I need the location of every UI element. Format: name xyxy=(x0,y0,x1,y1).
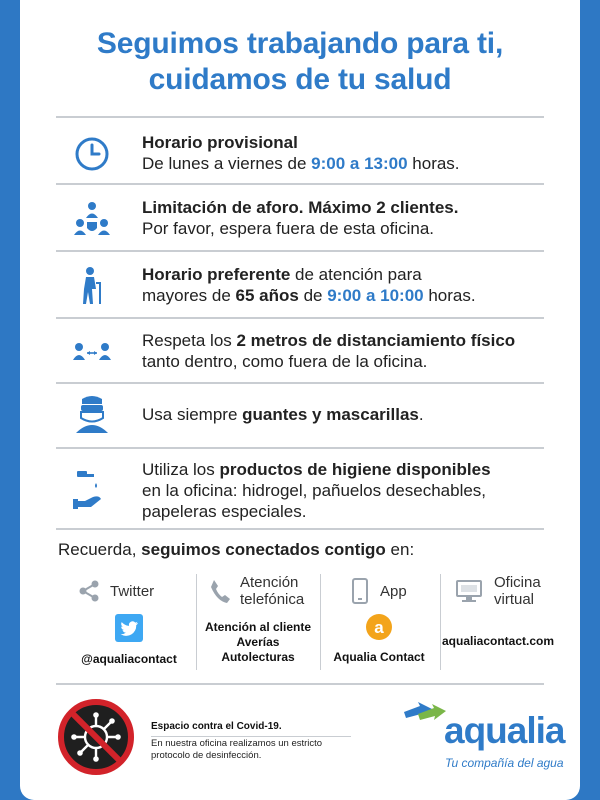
channel-virtual-office: Oficina virtual aqualiacontact.com xyxy=(442,574,555,648)
divider xyxy=(56,317,544,319)
capacity-icon xyxy=(72,199,112,239)
phone-service-line: Averías xyxy=(236,635,280,649)
rule-capacity: Limitación de aforo. Máximo 2 clientes. Por favor, espera fuera de esta oficina. xyxy=(56,197,544,241)
covid-divider xyxy=(151,736,351,737)
twitter-handle[interactable]: @aqualiacontact xyxy=(81,652,177,666)
covid-prohibited-icon xyxy=(56,697,136,777)
divider xyxy=(56,382,544,384)
covid-text: En nuestra oficina realizamos un estricto protocolo de desinfección. xyxy=(151,738,323,761)
column-divider xyxy=(320,574,321,670)
elderly-icon xyxy=(72,266,112,306)
divider xyxy=(56,447,544,449)
computer-icon xyxy=(456,580,482,602)
brand-name: aqualia xyxy=(444,710,565,751)
divider xyxy=(56,250,544,252)
page-title: Seguimos trabajando para ti, cuidamos de tu salud xyxy=(96,27,504,96)
rule-hygiene: Utiliza los productos de higiene disponibles en la oficina: hidrogel, pañuelos desechables, papeleras especiales. xyxy=(56,459,544,523)
reminder-text: Recuerda, seguimos conectados contigo en: xyxy=(58,540,415,559)
divider xyxy=(56,183,544,185)
hand-sanitizer-icon xyxy=(72,469,112,509)
brand-tagline: Tu compañía del agua xyxy=(445,756,564,770)
app-name[interactable]: Aqualia Contact xyxy=(333,650,425,664)
divider xyxy=(56,683,544,685)
clock-icon xyxy=(72,134,112,174)
covid-title: Espacio contra el Covid-19. xyxy=(151,721,282,732)
channel-phone: Atención telefónica Atención al cliente Averías Autolecturas xyxy=(198,574,318,670)
aqualia-logo-icon xyxy=(402,700,448,724)
share-icon xyxy=(78,580,100,602)
mobile-icon xyxy=(352,578,368,604)
column-divider xyxy=(196,574,197,670)
channel-twitter: Twitter @aqualiacontact xyxy=(66,574,192,670)
phone-service-line: Autolecturas xyxy=(221,650,295,664)
rule-schedule: Horario provisional De lunes a viernes de 9:00 a 13:00 horas. xyxy=(56,132,544,176)
rule-elderly: Horario preferente de atención para mayores de 65 años de 9:00 a 10:00 horas. xyxy=(56,264,544,308)
rule-distance: Respeta los 2 metros de distanciamiento físico tanto dentro, como fuera de la oficina. xyxy=(56,330,544,374)
rule-mask: Usa siempre guantes y mascarillas. xyxy=(56,396,544,436)
twitter-icon[interactable] xyxy=(115,614,143,642)
distance-icon xyxy=(72,332,112,372)
mask-icon xyxy=(72,394,112,434)
divider xyxy=(56,116,544,118)
channel-app: App a Aqualia Contact xyxy=(322,574,436,670)
phone-icon xyxy=(210,579,230,603)
column-divider xyxy=(440,574,441,670)
app-icon[interactable]: a xyxy=(366,614,392,640)
divider xyxy=(56,528,544,530)
poster-card xyxy=(20,0,580,800)
phone-service-line: Atención al cliente xyxy=(204,620,312,634)
virtual-office-url[interactable]: aqualiacontact.com xyxy=(442,634,555,648)
